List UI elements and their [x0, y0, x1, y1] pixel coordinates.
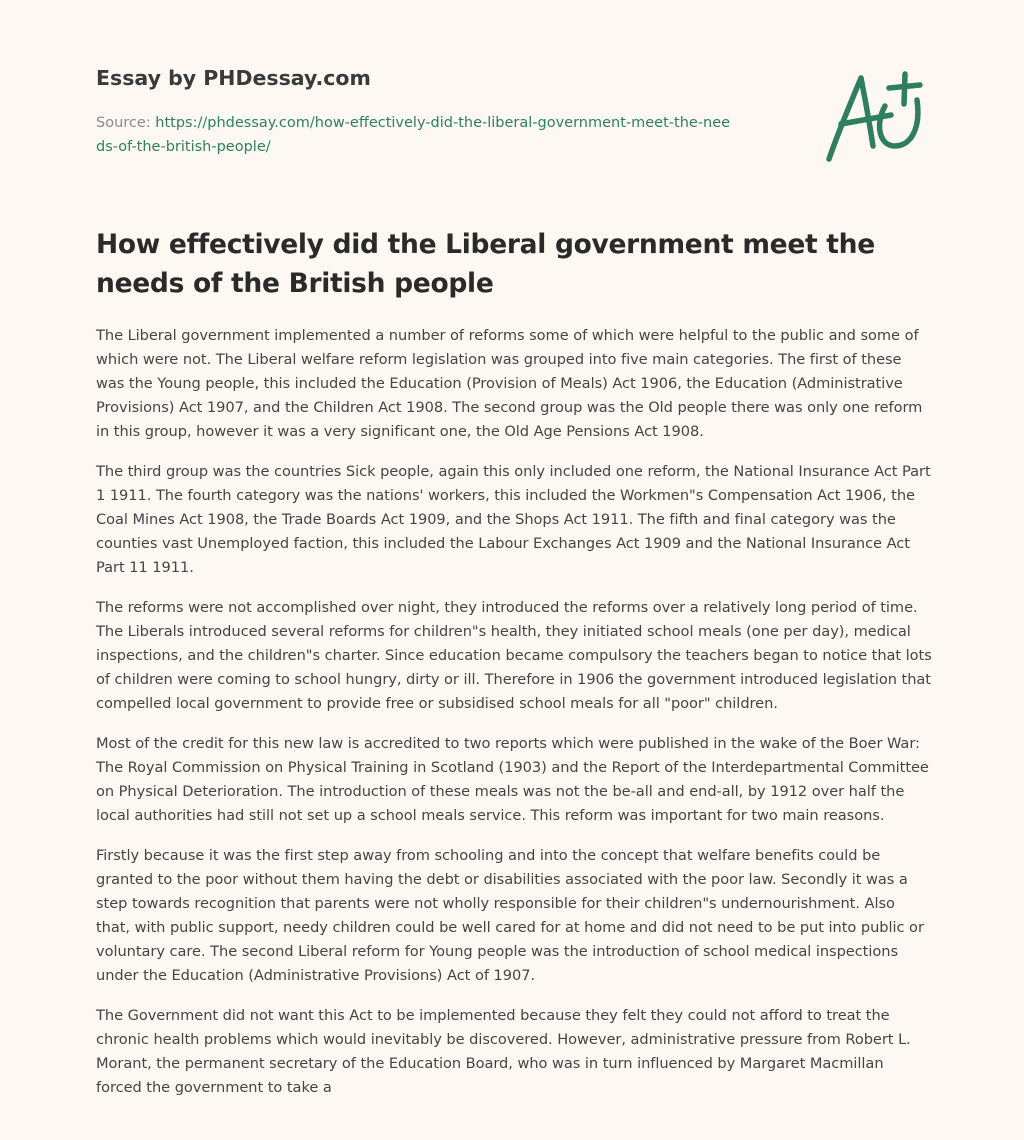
- source-label: Source:: [96, 115, 156, 131]
- essay-title: How effectively did the Liberal government meet the needs of the British people: [96, 229, 875, 299]
- a-plus-grade-icon: [825, 68, 925, 164]
- source-link[interactable]: https://phdessay.com/how-effectively-did-the-liberal-government-meet-the-needs-of-the-british-people/: [96, 115, 731, 155]
- essay-paragraph: The Liberal government implemented a number of reforms some of which were helpful to the public and some of which were not. The Liberal welfare reform legislation was grouped into five main categories. The first of these was the Young people, this included the Education (Provision of Meals) Act 1906, the Education (Administrative Provisions) Act 1907, and the Children Act 1908. The second group was the Old people there was only one reform in this group, however it was a very significant one, the Old Age Pensions Act 1908.: [96, 327, 923, 440]
- essay-paragraph: The Government did not want this Act to be implemented because they felt they could not afford to treat the chronic health problems which would inevitably be discovered. However, administrative pressure from Robert L. Morant, the permanent secretary of the Education Board, who was in turn influenced by Margaret Macmillan forced the government to take a: [96, 1007, 911, 1096]
- essay-paragraph: Firstly because it was the first step away from schooling and into the concept that welfare benefits could be granted to the poor without them having the debt or disabilities associated with the poor law. Secondly it was a step towards recognition that parents were not wholly responsible for their children"s undernourishment. Also that, with public support, needy children could be well cared for at home and did not need to be put into public or voluntary care. The second Liberal reform for Young people was the introduction of school medical inspections under the Education (Administrative Provisions) Act of 1907.: [96, 847, 924, 984]
- source-line: [96, 111, 736, 159]
- essay-paragraph: The reforms were not accomplished over night, they introduced the reforms over a relatively long period of time. The Liberals introduced several reforms for children"s health, they initiated school meals (one per day), medical inspections, and the children"s charter. Since education became compulsory the teachers began to notice that lots of children were coming to school hungry, dirty or ill. Therefore in 1906 the government introduced legislation that compelled local government to provide free or subsidised school meals for all "poor" children.: [96, 599, 932, 712]
- essay-body: [96, 324, 932, 1116]
- essay-paragraph: Most of the credit for this new law is accredited to two reports which were published in the wake of the Boer War: The Royal Commission on Physical Training in Scotland (1903) and the Report of the Interdepartmental Committee on Physical Deterioration. The introduction of these meals was not the be-all and end-all, by 1912 over half the local authorities had still not set up a school meals service. This reform was important for two main reasons.: [96, 735, 929, 824]
- site-brand[interactable]: Essay by PHDessay.com: [96, 66, 371, 90]
- essay-paragraph: The third group was the countries Sick people, again this only included one reform, the National Insurance Act Part 1 1911. The fourth category was the nations' workers, this included the Workmen"s Compensation Act 1906, the Coal Mines Act 1908, the Trade Boards Act 1909, and the Shops Act 1911. The fifth and final category was the counties vast Unemployed faction, this included the Labour Exchanges Act 1909 and the National Insurance Act Part 11 1911.: [96, 463, 931, 576]
